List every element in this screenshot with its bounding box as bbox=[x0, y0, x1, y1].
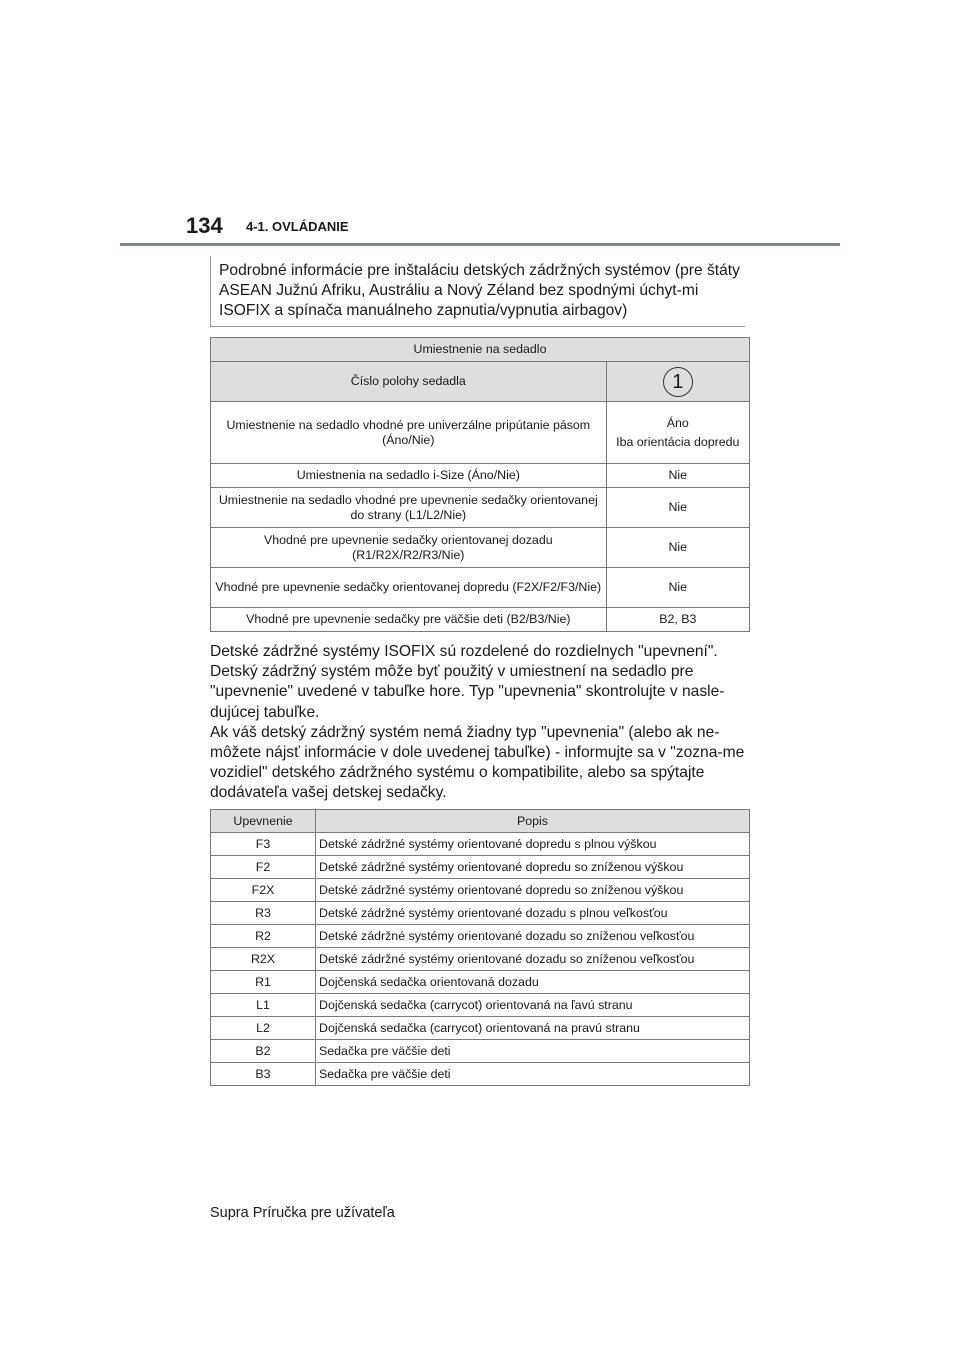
row-value: B2, B3 bbox=[606, 608, 749, 632]
header-divider bbox=[120, 243, 840, 246]
fixture-description: Detské zádržné systémy orientované dopredu so zníženou výškou bbox=[316, 856, 750, 879]
row-label: Vhodné pre upevnenie sedačky orientovanej dozadu (R1/R2X/R2/R3/Nie) bbox=[211, 528, 607, 568]
fixture-code: R1 bbox=[211, 971, 316, 994]
fixture-description: Detské zádržné systémy orientované dozadu so zníženou veľkosťou bbox=[316, 925, 750, 948]
table-row bbox=[211, 1017, 750, 1040]
fixture-description: Dojčenská sedačka (carrycot) orientovaná na pravú stranu bbox=[316, 1017, 750, 1040]
table-row bbox=[211, 856, 750, 879]
fixture-code: F2 bbox=[211, 856, 316, 879]
fixture-description: Detské zádržné systémy orientované dopredu s plnou výškou bbox=[316, 833, 750, 856]
info-box: Podrobné informácie pre inštaláciu detských zádržných systémov (pre štáty ASEAN Južnú Afriku, Austráliu a Nový Zéland bez spodnými úchyt-mi ISOFIX a spínača manuálneho zapnutia/vypnutia airbagov) bbox=[210, 256, 745, 327]
row-label: Vhodné pre upevnenie sedačky pre väčšie deti (B2/B3/Nie) bbox=[211, 608, 607, 632]
table-row bbox=[211, 402, 750, 464]
fixture-code: R2 bbox=[211, 925, 316, 948]
row-value-line2: Iba orientácia dopredu bbox=[616, 434, 740, 449]
fixture-table bbox=[210, 809, 750, 1086]
footer-manual-title: Supra Príručka pre užívateľa bbox=[210, 1205, 395, 1221]
table-row bbox=[211, 608, 750, 632]
row-value-line1: Áno bbox=[666, 415, 689, 430]
table-row bbox=[211, 833, 750, 856]
table-row bbox=[211, 948, 750, 971]
fixture-description: Sedačka pre väčšie deti bbox=[316, 1063, 750, 1086]
description-column-header: Popis bbox=[316, 810, 750, 833]
fixture-description: Dojčenská sedačka (carrycot) orientovaná na ľavú stranu bbox=[316, 994, 750, 1017]
table-row bbox=[211, 994, 750, 1017]
seat-position-label: Číslo polohy sedadla bbox=[211, 362, 607, 402]
table-row bbox=[211, 971, 750, 994]
table-row bbox=[211, 568, 750, 608]
fixture-column-header: Upevnenie bbox=[211, 810, 316, 833]
fixture-code: F2X bbox=[211, 879, 316, 902]
fixture-description: Dojčenská sedačka orientovaná dozadu bbox=[316, 971, 750, 994]
fixture-description: Detské zádržné systémy orientované dozadu so zníženou veľkosťou bbox=[316, 948, 750, 971]
table-row bbox=[211, 925, 750, 948]
fixture-description: Sedačka pre väčšie deti bbox=[316, 1040, 750, 1063]
row-value: Nie bbox=[606, 528, 749, 568]
row-label: Umiestnenia na sedadlo i-Size (Áno/Nie) bbox=[211, 464, 607, 488]
page-number: 134 bbox=[186, 213, 223, 238]
row-label: Vhodné pre upevnenie sedačky orientovanej dopredu (F2X/F2/F3/Nie) bbox=[211, 568, 607, 608]
seat-position-table bbox=[210, 337, 750, 632]
row-value bbox=[606, 402, 749, 464]
table-row bbox=[211, 1063, 750, 1086]
fixture-code: L2 bbox=[211, 1017, 316, 1040]
section-title: 4-1. OVLÁDANIE bbox=[246, 219, 349, 234]
seat-position-number-cell bbox=[606, 362, 749, 402]
body-text bbox=[210, 642, 755, 804]
table-row bbox=[211, 528, 750, 568]
table-row bbox=[211, 879, 750, 902]
fixture-code: B3 bbox=[211, 1063, 316, 1086]
body-paragraph-2: Ak váš detský zádržný systém nemá žiadny typ "upevnenia" (alebo ak ne-môžete nájsť informácie v dole uvedenej tabuľke) - informujte sa v "zozna-me vozidiel" detského zádržného systému o kompatibilite, alebo sa spýtajte dodávateľa vašej detskej sedačky. bbox=[210, 723, 745, 802]
row-label: Umiestnenie na sedadlo vhodné pre univerzálne pripútanie pásom (Áno/Nie) bbox=[211, 402, 607, 464]
table-row bbox=[211, 902, 750, 925]
table-row bbox=[211, 488, 750, 528]
fixture-code: R2X bbox=[211, 948, 316, 971]
fixture-code: F3 bbox=[211, 833, 316, 856]
row-value: Nie bbox=[606, 568, 749, 608]
fixture-description: Detské zádržné systémy orientované dozadu s plnou veľkosťou bbox=[316, 902, 750, 925]
row-label: Umiestnenie na sedadlo vhodné pre upevnenie sedačky orientovanej do strany (L1/L2/Nie) bbox=[211, 488, 607, 528]
fixture-code: R3 bbox=[211, 902, 316, 925]
body-paragraph-1: Detské zádržné systémy ISOFIX sú rozdelené do rozdielnych "upevnení". Detský zádržný systém môže byť použitý v umiestnení na sedadlo pre "upevnenie" uvedené v tabuľke hore. Typ "upevnenia" skontrolujte v nasle-dujúcej tabuľke. bbox=[210, 643, 725, 721]
seat-table-title: Umiestnenie na sedadlo bbox=[211, 338, 750, 362]
row-value: Nie bbox=[606, 488, 749, 528]
seat-position-number: 1 bbox=[663, 367, 693, 397]
table-row bbox=[211, 464, 750, 488]
fixture-code: L1 bbox=[211, 994, 316, 1017]
fixture-description: Detské zádržné systémy orientované dopredu so zníženou výškou bbox=[316, 879, 750, 902]
table-row bbox=[211, 1040, 750, 1063]
row-value: Nie bbox=[606, 464, 749, 488]
fixture-code: B2 bbox=[211, 1040, 316, 1063]
